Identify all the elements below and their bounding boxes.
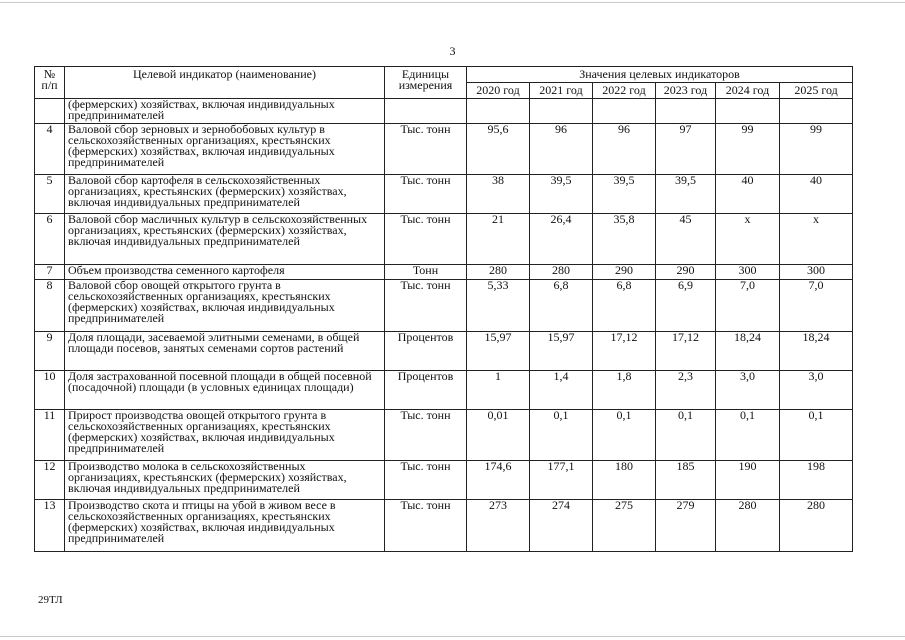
indicator-unit: Тыс. тонн xyxy=(385,214,467,265)
indicator-value: 1,4 xyxy=(530,371,593,410)
indicator-value: 3,0 xyxy=(716,371,780,410)
row-number xyxy=(35,99,65,124)
indicator-unit: Тыс. тонн xyxy=(385,280,467,332)
table-row xyxy=(35,175,853,214)
indicator-value: 280 xyxy=(467,265,530,280)
indicator-unit: Тыс. тонн xyxy=(385,500,467,552)
header-year: 2025 год xyxy=(780,83,853,99)
indicator-value: 40 xyxy=(716,175,780,214)
indicator-value: х xyxy=(716,214,780,265)
header-num: № п/п xyxy=(35,67,65,99)
header-year: 2021 год xyxy=(530,83,593,99)
row-number: 7 xyxy=(35,265,65,280)
indicator-value: 39,5 xyxy=(530,175,593,214)
header-unit: Единицы измерения xyxy=(385,67,467,99)
header-year: 2020 год xyxy=(467,83,530,99)
indicator-value: 185 xyxy=(656,461,716,500)
indicator-value: 3,0 xyxy=(780,371,853,410)
header-year: 2023 год xyxy=(656,83,716,99)
table-row xyxy=(35,214,853,265)
table-row xyxy=(35,99,853,124)
indicator-value: 6,8 xyxy=(530,280,593,332)
indicator-value: 0,1 xyxy=(656,410,716,461)
indicator-value: 198 xyxy=(780,461,853,500)
indicator-value: 190 xyxy=(716,461,780,500)
indicator-value: 275 xyxy=(593,500,656,552)
indicator-unit: Процентов xyxy=(385,332,467,371)
indicator-value: 17,12 xyxy=(656,332,716,371)
row-number: 9 xyxy=(35,332,65,371)
indicator-name: Валовой сбор овощей открытого грунта в сельскохозяйственных организациях, крестьянских (фермерских) хозяйствах, включая индивидуальных предпринимателей xyxy=(65,280,385,332)
indicator-value: 280 xyxy=(780,500,853,552)
indicator-unit: Тыс. тонн xyxy=(385,410,467,461)
indicator-value: 0,1 xyxy=(780,410,853,461)
indicator-name: Доля застрахованной посевной площади в общей посевной (посадочной) площади (в условных единицах площади) xyxy=(65,371,385,410)
indicator-value: 26,4 xyxy=(530,214,593,265)
indicator-name: Объем производства семенного картофеля xyxy=(65,265,385,280)
table-row xyxy=(35,280,853,332)
indicator-unit: Тыс. тонн xyxy=(385,175,467,214)
table-row xyxy=(35,124,853,175)
table-row xyxy=(35,461,853,500)
footer-code: 29ТЛ xyxy=(38,594,63,606)
indicator-value: 290 xyxy=(656,265,716,280)
row-number: 10 xyxy=(35,371,65,410)
row-number: 11 xyxy=(35,410,65,461)
table-row xyxy=(35,371,853,410)
row-number: 8 xyxy=(35,280,65,332)
indicator-unit: Тыс. тонн xyxy=(385,124,467,175)
table-body xyxy=(35,99,853,552)
indicator-value: 1,8 xyxy=(593,371,656,410)
indicator-unit: Тонн xyxy=(385,265,467,280)
indicator-name: Валовой сбор картофеля в сельскохозяйственных организациях, крестьянских (фермерских) хозяйствах, включая индивидуальных предпринимателей xyxy=(65,175,385,214)
indicator-value: 273 xyxy=(467,500,530,552)
indicator-value: 280 xyxy=(716,500,780,552)
indicator-value: 5,33 xyxy=(467,280,530,332)
indicator-value: 279 xyxy=(656,500,716,552)
indicator-value xyxy=(780,99,853,124)
indicator-value: 300 xyxy=(780,265,853,280)
header-values: Значения целевых индикаторов xyxy=(467,67,853,83)
indicator-value: 1 xyxy=(467,371,530,410)
row-number: 5 xyxy=(35,175,65,214)
indicator-value: 180 xyxy=(593,461,656,500)
indicator-value: 96 xyxy=(593,124,656,175)
indicator-value: х xyxy=(780,214,853,265)
indicator-value: 7,0 xyxy=(780,280,853,332)
table-row xyxy=(35,332,853,371)
indicator-value: 35,8 xyxy=(593,214,656,265)
indicator-value xyxy=(467,99,530,124)
indicator-value: 96 xyxy=(530,124,593,175)
indicator-value: 0,1 xyxy=(530,410,593,461)
indicator-value xyxy=(530,99,593,124)
row-number: 4 xyxy=(35,124,65,175)
indicator-value: 17,12 xyxy=(593,332,656,371)
indicator-value: 45 xyxy=(656,214,716,265)
indicator-value: 40 xyxy=(780,175,853,214)
indicator-name: Прирост производства овощей открытого грунта в сельскохозяйственных организациях, крестьянских (фермерских) хозяйствах, включая индивидуальных предпринимателей xyxy=(65,410,385,461)
indicator-value: 38 xyxy=(467,175,530,214)
indicator-value: 300 xyxy=(716,265,780,280)
indicator-value: 6,9 xyxy=(656,280,716,332)
indicator-value: 274 xyxy=(530,500,593,552)
indicator-name: Производство молока в сельскохозяйственных организациях, крестьянских (фермерских) хозяйствах, включая индивидуальных предпринимателей xyxy=(65,461,385,500)
indicator-value: 18,24 xyxy=(780,332,853,371)
indicator-value: 0,1 xyxy=(593,410,656,461)
indicator-name: Валовой сбор масличных культур в сельскохозяйственных организациях, крестьянских (фермерских) хозяйствах, включая индивидуальных предпринимателей xyxy=(65,214,385,265)
row-number: 12 xyxy=(35,461,65,500)
indicator-value: 39,5 xyxy=(656,175,716,214)
indicator-value: 2,3 xyxy=(656,371,716,410)
indicator-value: 97 xyxy=(656,124,716,175)
indicator-value xyxy=(656,99,716,124)
page-number: 3 xyxy=(449,44,456,58)
indicator-name: Валовой сбор зерновых и зернобобовых культур в сельскохозяйственных организациях, крестьянских (фермерских) хозяйствах, включая индивидуальных предпринимателей xyxy=(65,124,385,175)
indicator-name: Производство скота и птицы на убой в живом весе в сельскохозяйственных организациях, крестьянских (фермерских) хозяйствах, включая индивидуальных предпринимателей xyxy=(65,500,385,552)
indicator-value: 39,5 xyxy=(593,175,656,214)
table-row xyxy=(35,410,853,461)
indicator-unit xyxy=(385,99,467,124)
row-number: 6 xyxy=(35,214,65,265)
indicator-unit: Тыс. тонн xyxy=(385,461,467,500)
indicator-name: (фермерских) хозяйствах, включая индивидуальных предпринимателей xyxy=(65,99,385,124)
indicator-value: 177,1 xyxy=(530,461,593,500)
indicator-value: 18,24 xyxy=(716,332,780,371)
table-header xyxy=(35,67,853,99)
header-name: Целевой индикатор (наименование) xyxy=(65,67,385,99)
indicator-value: 290 xyxy=(593,265,656,280)
indicator-name: Доля площади, засеваемой элитными семенами, в общей площади посевов, занятых семенами сортов растений xyxy=(65,332,385,371)
row-number: 13 xyxy=(35,500,65,552)
indicator-value xyxy=(593,99,656,124)
header-year: 2024 год xyxy=(716,83,780,99)
indicator-value: 174,6 xyxy=(467,461,530,500)
indicator-value: 0,1 xyxy=(716,410,780,461)
indicator-value: 0,01 xyxy=(467,410,530,461)
indicators-table xyxy=(34,66,853,552)
indicator-value: 7,0 xyxy=(716,280,780,332)
indicator-value: 99 xyxy=(716,124,780,175)
table-row xyxy=(35,500,853,552)
indicator-value: 21 xyxy=(467,214,530,265)
header-year: 2022 год xyxy=(593,83,656,99)
indicator-value: 6,8 xyxy=(593,280,656,332)
indicator-value: 280 xyxy=(530,265,593,280)
indicator-unit: Процентов xyxy=(385,371,467,410)
indicator-value: 99 xyxy=(780,124,853,175)
indicator-value: 15,97 xyxy=(530,332,593,371)
table-row xyxy=(35,265,853,280)
indicator-value: 95,6 xyxy=(467,124,530,175)
indicator-value xyxy=(716,99,780,124)
indicator-value: 15,97 xyxy=(467,332,530,371)
